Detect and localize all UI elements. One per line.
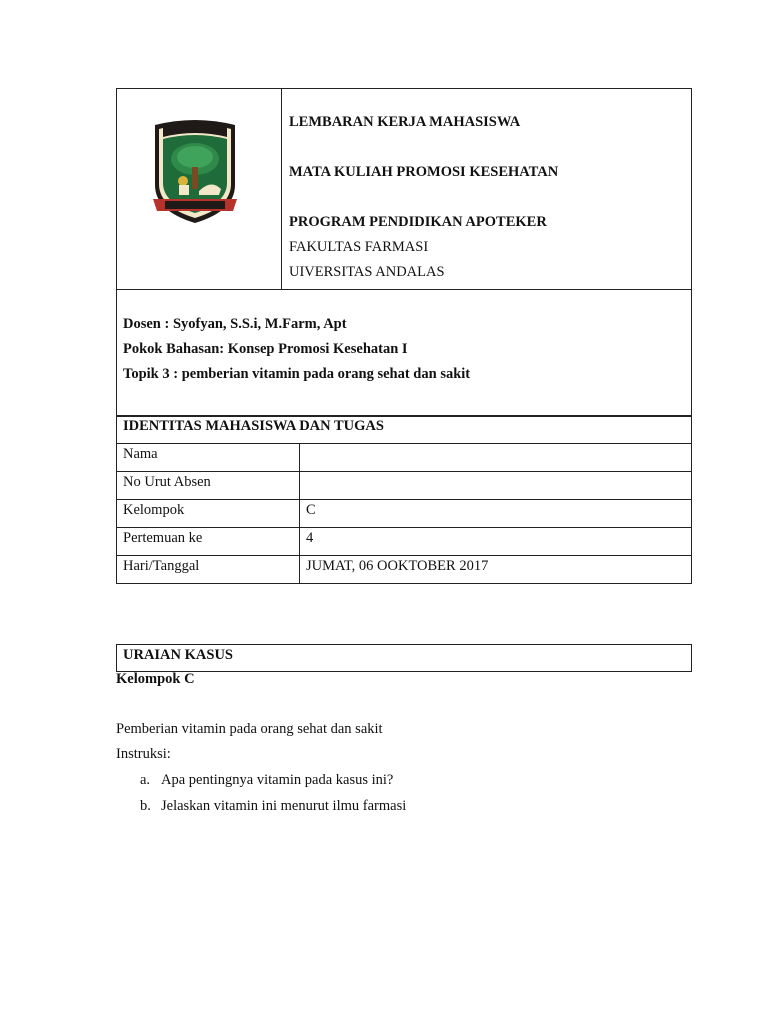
identity-heading: IDENTITAS MAHASISWA DAN TUGAS xyxy=(117,416,692,444)
course-title: MATA KULIAH PROMOSI KESEHATAN xyxy=(289,164,559,180)
row-value-pertemuan: 4 xyxy=(300,528,692,556)
table-row xyxy=(117,444,692,472)
row-value-kelompok: C xyxy=(300,500,692,528)
row-label-absen: No Urut Absen xyxy=(117,472,300,500)
row-label-kelompok: Kelompok xyxy=(117,500,300,528)
row-value-absen xyxy=(300,472,692,500)
row-value-tanggal: JUMAT, 06 OOKTOBER 2017 xyxy=(300,556,692,584)
title-cell xyxy=(282,89,692,290)
case-heading: URAIAN KASUS xyxy=(123,647,233,663)
program-title: PROGRAM PENDIDIKAN APOTEKER xyxy=(289,214,547,230)
header-table xyxy=(116,88,692,417)
case-description: Pemberian vitamin pada orang sehat dan sakit xyxy=(116,721,383,737)
university-name: UIVERSITAS ANDALAS xyxy=(289,264,445,280)
subject-line: Pokok Bahasan: Konsep Promosi Kesehatan I xyxy=(123,341,408,357)
row-value-nama xyxy=(300,444,692,472)
row-label-pertemuan: Pertemuan ke xyxy=(117,528,300,556)
course-info-cell xyxy=(117,290,692,417)
table-row xyxy=(117,556,692,584)
university-seal-icon xyxy=(149,119,241,227)
list-item: Jelaskan vitamin ini menurut ilmu farmasi xyxy=(161,798,407,814)
table-row xyxy=(117,528,692,556)
identity-table xyxy=(116,415,692,584)
topic-line: Topik 3 : pemberian vitamin pada orang sehat dan sakit xyxy=(123,366,471,382)
logo-cell xyxy=(117,89,282,290)
instructions-label: Instruksi: xyxy=(116,746,171,762)
row-label-tanggal: Hari/Tanggal xyxy=(117,556,300,584)
list-item: Apa pentingnya vitamin pada kasus ini? xyxy=(161,772,394,788)
row-label-nama: Nama xyxy=(117,444,300,472)
lecturer-line: Dosen : Syofyan, S.S.i, M.Farm, Apt xyxy=(123,316,347,332)
university-logo xyxy=(149,119,241,227)
table-row xyxy=(117,500,692,528)
list-item-marker: b. xyxy=(140,798,151,814)
table-row xyxy=(117,472,692,500)
worksheet-title: LEMBARAN KERJA MAHASISWA xyxy=(289,114,521,130)
case-heading-box xyxy=(116,644,692,672)
faculty-name: FAKULTAS FARMASI xyxy=(289,239,429,255)
group-label: Kelompok C xyxy=(116,671,195,687)
list-item-marker: a. xyxy=(140,772,151,788)
